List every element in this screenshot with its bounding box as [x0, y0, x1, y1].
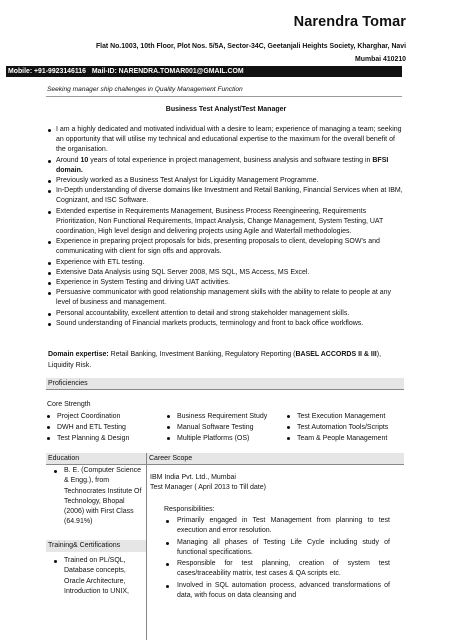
summary-item: Personal accountability, excellent attention to detail and strong stakeholder management skills. [48, 309, 404, 319]
employer-name: IBM India Pvt. Ltd., Mumbai [150, 474, 236, 481]
education-header: Education [46, 453, 146, 465]
summary-item: Sound understanding of Financial markets products, terminology and front to back office workflows. [48, 319, 404, 329]
responsibility-item: Responsible for test planning, creation of system test cases/traceability matrix, test cases & QA scripts etc. [164, 559, 390, 580]
summary-item: Experience with ETL testing. [48, 258, 404, 268]
core-strength-label: Core Strength [47, 401, 91, 408]
employer-block [150, 473, 266, 493]
summary-item: Extensive Data Analysis using SQL Server 2008, MS SQL, MS Access, MS Excel. [48, 268, 404, 278]
skills-column-2 [167, 411, 267, 445]
job-title: Business Test Analyst/Test Manager [165, 106, 287, 113]
employer-role: Test Manager ( April 2013 to Till date) [150, 484, 266, 491]
skills-column-1 [47, 411, 129, 445]
education-item: B. E. (Computer Science & Engg.), from Technocrates Institute Of Technology, Bhopal (2006) with First Class (64.91%) [52, 466, 144, 528]
training-header: Training& Certifications [46, 540, 146, 552]
summary-item: In-Depth understanding of diverse domains like Investment and Retail Banking, Financial Services when at IBM, Cognizant, and ISC Software. [48, 186, 404, 206]
skills-column-3 [287, 411, 388, 445]
column-divider [146, 453, 147, 640]
proficiencies-header: Proficiencies [46, 378, 404, 390]
address-line-1: Flat No.1003, 10th Floor, Plot Nos. 5/5A, Sector-34C, Geetanjali Heights Society, Kharghar, Navi [95, 43, 406, 50]
responsibilities-label: Responsibilities: [164, 506, 215, 513]
mobile-number: Mobile: +91-9923146116 [8, 68, 86, 75]
career-scope-header: Career Scope [146, 453, 404, 465]
skill-item: Test Execution Management [287, 411, 388, 422]
email-address: Mail-ID: NARENDRA.TOMAR001@GMAIL.COM [91, 68, 244, 75]
career-objective: Seeking manager ship challenges in Quality Management Function [47, 86, 243, 93]
candidate-name: Narendra Tomar [293, 14, 406, 30]
contact-bar [6, 66, 402, 77]
summary-item: Extended expertise in Requirements Management, Business Process Reengineering, Requirements Prioritization, Non Functional Requirements, Impact Analysis, Change Management, System Testing, UAT coordination, High level design and delivering projects using Agile and Waterfall methodologies. [48, 207, 404, 238]
address-line-2: Mumbai 410210 [355, 56, 406, 63]
skill-item: Manual Software Testing [167, 422, 267, 433]
skill-item: Business Requirement Study [167, 411, 267, 422]
address [46, 40, 406, 66]
skill-item: DWH and ETL Testing [47, 422, 129, 433]
divider [46, 96, 402, 97]
domain-expertise: Domain expertise: Retail Banking, Investment Banking, Regulatory Reporting (BASEL ACCORDS II & III), Liquidity Risk. [48, 351, 382, 369]
skill-item: Test Automation Tools/Scripts [287, 422, 388, 433]
summary-item: Persuasive communicator with good relationship management skills with the ability to relate to people at any level of business and management. [48, 288, 404, 308]
skill-item: Test Planning & Design [47, 433, 129, 444]
summary-item: Previously worked as a Business Test Analyst for Liquidity Management Programme. [48, 176, 404, 186]
summary-item: Around 10 years of total experience in project management, business analysis and software testing in BFSI domain. [48, 156, 404, 176]
skill-item: Team & People Management [287, 433, 388, 444]
summary-item: Experience in preparing project proposals for bids, presenting proposals to client, developing SOW's and communicating with client for sign offs and approvals. [48, 237, 404, 257]
responsibility-item: Involved in SQL automation process, advanced transformations of data, with focus on data cleansing and [164, 581, 390, 602]
training-item: Trained on PL/SQL, Database concepts, Oracle Architecture, Introduction to UNIX, [52, 556, 144, 597]
skill-item: Multiple Platforms (OS) [167, 433, 267, 444]
skill-item: Project Coordination [47, 411, 129, 422]
responsibility-item: Managing all phases of Testing Life Cycle including study of functional specifications. [164, 538, 390, 559]
responsibilities-list [164, 516, 390, 602]
responsibility-item: Primarily engaged in Test Management from planning to test execution and error resolution. [164, 516, 390, 537]
summary-item: Experience in System Testing and driving UAT activities. [48, 278, 404, 288]
summary-item: I am a highly dedicated and motivated individual with a desire to learn; experience of managing a team; seeking an opportunity that will utilise my technical and educational expertise to the maximum for the overall benefit of the organisation. [48, 125, 404, 156]
summary-list [48, 125, 404, 329]
